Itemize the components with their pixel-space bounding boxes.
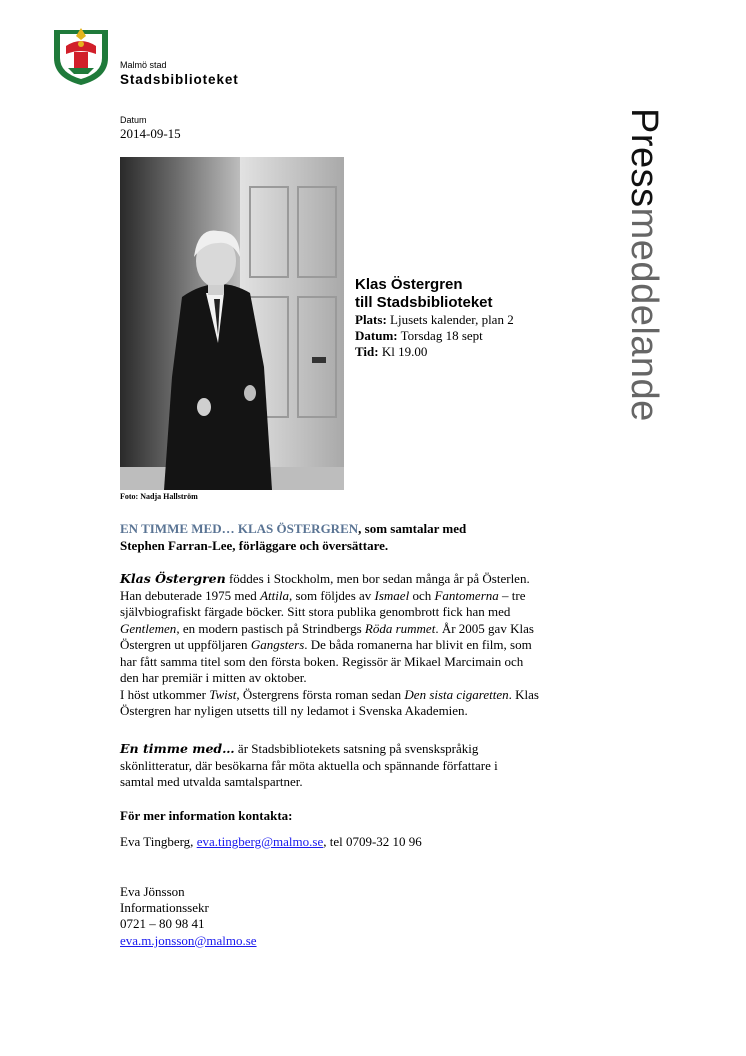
- paragraph-series: [120, 741, 590, 791]
- intro-paragraph: [120, 521, 590, 554]
- text: Östergren har nyligen utsetts till ny ledamot i Svenska Akademien.: [120, 703, 468, 718]
- book-title: Gangsters: [250, 637, 305, 652]
- event-date-value: Torsdag 18 sept: [397, 328, 483, 343]
- malmo-coat-of-arms-icon: [52, 24, 110, 86]
- contact-line: [120, 834, 422, 850]
- text: föddes i Stockholm, men bor sedan många år på Österlen.: [225, 571, 530, 586]
- date-value: 2014-09-15: [120, 126, 181, 141]
- book-title: Attila: [260, 587, 289, 603]
- text: . År 2005 gav Klas: [435, 620, 534, 636]
- date-label: Datum: [120, 115, 147, 125]
- contact-heading: För mer information kontakta:: [120, 808, 293, 823]
- text: självbiografiskt färgade böcker. Sitt stora publika genombrott fick han med: [120, 604, 511, 619]
- org-name-small: Malmö stad: [120, 60, 167, 70]
- signature: [120, 884, 257, 949]
- text: . De båda romanerna har blivit en film, som: [304, 637, 532, 652]
- text: , en modern pastisch på Strindbergs: [176, 620, 365, 636]
- book-title: Den sista cigaretten: [404, 686, 509, 702]
- contact-email-link[interactable]: eva.tingberg@malmo.se: [196, 834, 324, 849]
- press-title-part2: meddelande: [623, 207, 665, 422]
- contact-name: Eva Tingberg,: [120, 834, 197, 849]
- intro-rest: , som samtalar med: [358, 521, 467, 536]
- signature-name: Eva Jönsson: [120, 884, 185, 899]
- signature-phone: 0721 – 80 98 41: [120, 916, 205, 932]
- text: – tre: [498, 587, 526, 603]
- text: . Klas: [508, 686, 539, 702]
- org-name: Stadsbiblioteket: [120, 72, 239, 87]
- text: I höst utkommer: [120, 686, 210, 702]
- place-label: Plats:: [355, 312, 387, 327]
- text: samtal med utvalda samtalspartner.: [120, 774, 303, 789]
- time-label: Tid:: [355, 344, 379, 359]
- intro-highlight: EN TIMME MED… KLAS ÖSTERGREN: [120, 521, 359, 536]
- author-name: Klas Östergren: [120, 571, 226, 586]
- text: är Stadsbibliotekets satsning på svenskspråkig: [234, 741, 479, 756]
- event-title-line2: till Stadsbiblioteket: [355, 294, 493, 311]
- book-title: Röda rummet: [364, 620, 436, 636]
- event-title-line1: Klas Östergren: [355, 276, 463, 293]
- intro-line2: Stephen Farran-Lee, förläggare och översättare.: [120, 537, 389, 553]
- signature-email-link[interactable]: eva.m.jonsson@malmo.se: [120, 932, 257, 948]
- intro-line1: [120, 521, 590, 538]
- text: Östergren ut uppföljaren: [120, 637, 251, 652]
- book-title: Gentlemen: [120, 620, 177, 636]
- text: har fått samma titel som den första boken. Regissör är Mikael Marcimain och: [120, 653, 524, 669]
- event-date-label: Datum:: [355, 328, 398, 343]
- event-time: [355, 344, 595, 360]
- event-info: [355, 276, 595, 360]
- text: den har premiär i mitten av oktober.: [120, 670, 307, 685]
- series-name: En timme med…: [120, 741, 235, 756]
- event-place: [355, 312, 595, 328]
- book-title: Fantomerna: [434, 587, 499, 603]
- text: och: [409, 587, 435, 603]
- press-release-title: [625, 108, 663, 422]
- press-title-part1: Press: [623, 108, 665, 208]
- place-value: Ljusets kalender, plan 2: [386, 312, 514, 327]
- photo-credit: Foto: Nadja Hallström: [120, 492, 198, 501]
- text: Han debuterade 1975 med: [120, 587, 261, 603]
- book-title: Ismael: [374, 587, 410, 603]
- text: , som följdes av: [288, 587, 375, 603]
- signature-title: Informationssekr: [120, 900, 209, 916]
- book-title: Twist: [209, 686, 237, 702]
- text: , Östergrens första roman sedan: [236, 686, 405, 702]
- text: skönlitteratur, där besökarna får möta aktuella och spännande författare i: [120, 757, 498, 773]
- event-date: [355, 328, 595, 344]
- contact-phone: , tel 0709-32 10 96: [323, 834, 422, 849]
- author-photo: [120, 157, 344, 490]
- paragraph-author-bio: [120, 571, 590, 720]
- time-value: Kl 19.00: [378, 344, 428, 359]
